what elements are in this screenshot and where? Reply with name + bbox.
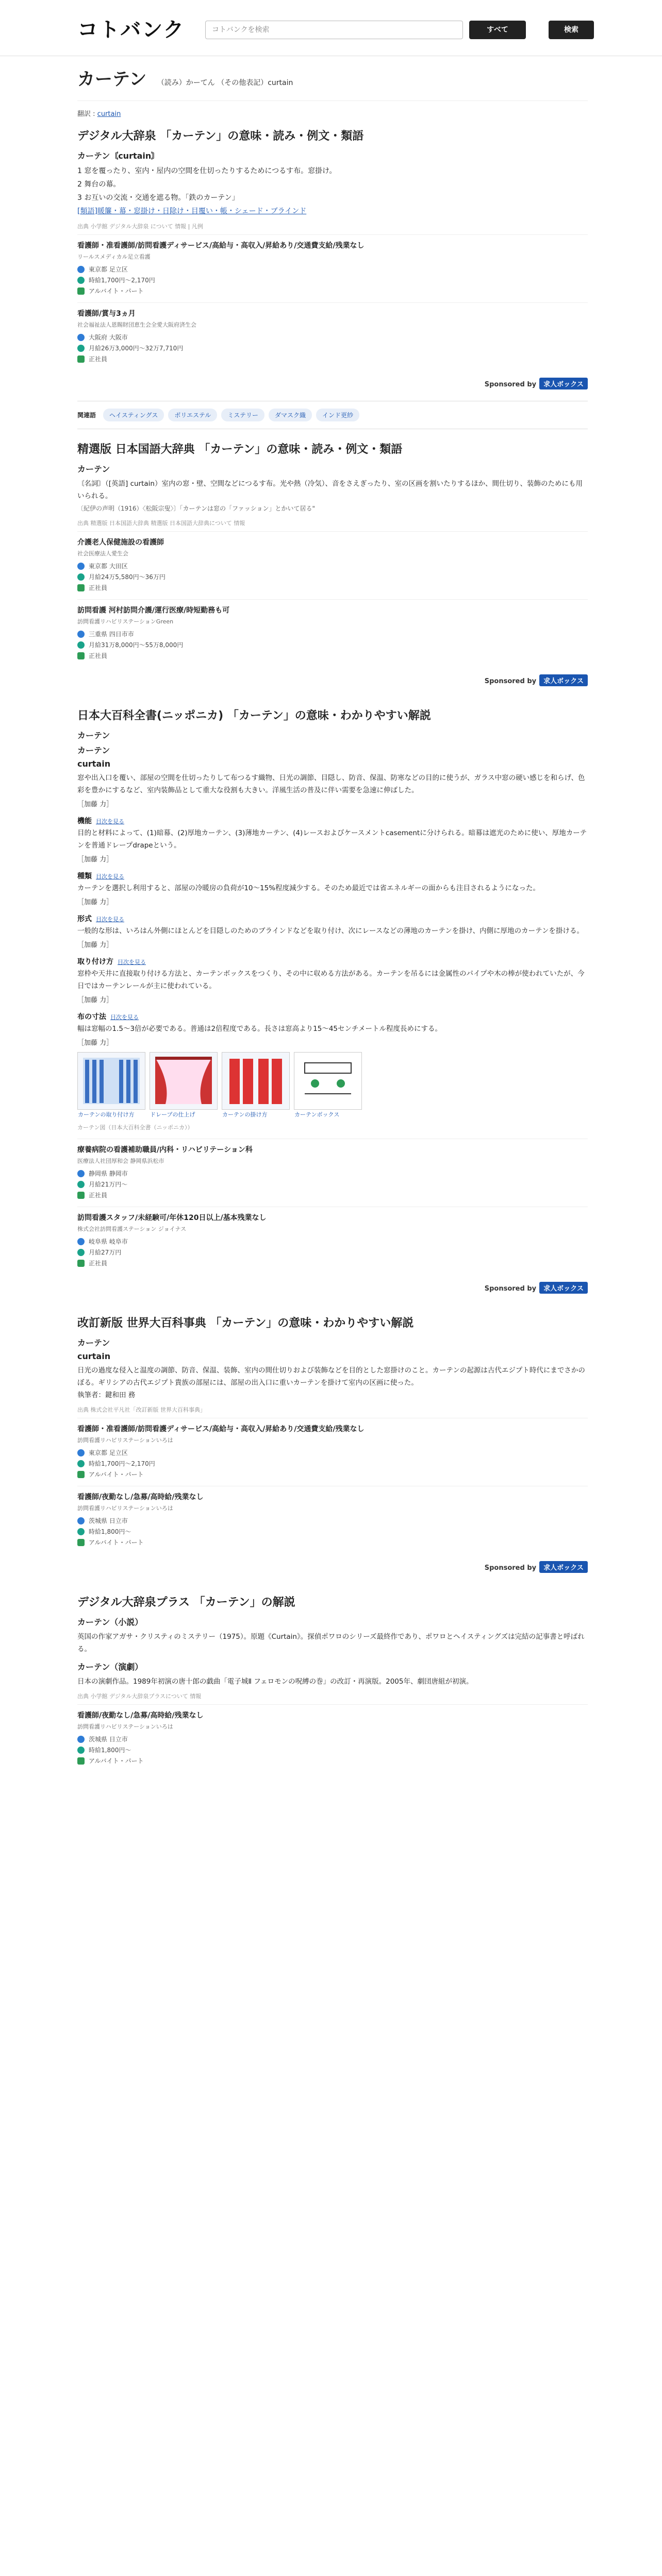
page-reading: （読み）かーてん （その他表記）curtain (157, 79, 293, 87)
job-pay: 時給1,800円〜 (89, 1528, 131, 1535)
subsection-heading (77, 956, 588, 967)
subsection-head: 種類 (77, 872, 92, 880)
related-tag[interactable]: インド更紗 (316, 409, 359, 421)
employment-icon (77, 584, 85, 591)
salary-icon (77, 1747, 85, 1754)
job-company: 訪問看護リハビリステーションいろは (77, 1437, 173, 1444)
entry-title: カーテン (77, 464, 110, 474)
job-pay: 月給24万5,580円〜36万円 (89, 573, 166, 581)
job-company: 社会福祉法人恩賜財団恵生会全愛大阪府済生会 (77, 321, 196, 328)
related-tags (77, 401, 588, 429)
sponsor-brand[interactable]: 求人ボックス (539, 378, 588, 389)
job-company: 訪問看護リハビリステーションGreen (77, 618, 174, 625)
translation-link[interactable]: curtain (97, 110, 121, 118)
toc-link[interactable]: 目次を見る (118, 959, 146, 965)
job-pay: 時給1,700円〜2,170円 (89, 1460, 155, 1467)
job-company: 医療法人社団厚和会 静岡県浜松市 (77, 1158, 164, 1164)
employment-icon (77, 1757, 85, 1765)
section-daijisen-plus-title: デジタル大辞泉プラス 「カーテン」の解説 (77, 1596, 295, 1609)
salary-icon (77, 345, 85, 352)
job-company: 株式会社訪問看護ステーション ジョイナス (77, 1226, 187, 1232)
salary-icon (77, 1460, 85, 1467)
job-title[interactable]: 訪問看護 河村訪問介護/運行医療/時短勤務も可 (77, 606, 230, 615)
figure-caption: カーテンの取り付け方 (78, 1111, 135, 1118)
location-icon (77, 631, 85, 638)
job-type: アルバイト・パート (89, 1757, 144, 1765)
job-pay: 時給1,700円〜2,170円 (89, 277, 155, 284)
job-title[interactable]: 看護師/夜勤なし/急募/高時給/残業なし (77, 1711, 204, 1720)
related-tag[interactable]: ポリエステル (168, 409, 217, 421)
job-type: アルバイト・パート (89, 1539, 144, 1546)
job-location: 茨城県 日立市 (89, 1736, 128, 1743)
figure-curtain-4[interactable] (294, 1052, 362, 1118)
job-location: 三重県 四日市市 (89, 631, 134, 638)
job-type: 正社員 (89, 652, 108, 659)
entry-subtitle: カーテン (77, 745, 110, 755)
body-text: 英国の作家アガサ・クリスティのミステリー（1975）。原題《Curtain》。探偵ポワロのシリーズ最終作であり、ポワロとヘイスティングズは完結の記事書と呼ばれる。 (77, 1633, 585, 1653)
source-meta: 出典 株式会社平凡社「改訂新版 世界大百科事典」 (77, 1406, 206, 1413)
salary-icon (77, 1528, 85, 1535)
job-type: 正社員 (89, 1192, 108, 1199)
sponsor-line (77, 1561, 588, 1573)
section-daijisen-title: デジタル大辞泉 「カーテン」の意味・読み・例文・類語 (77, 130, 364, 143)
salary-icon (77, 1249, 85, 1256)
section-heibonsha-title: 改訂新版 世界大百科事典 「カーテン」の意味・わかりやすい解説 (77, 1317, 414, 1330)
definition: 〘名詞〙（[英語] curtain）室内の窓・壁、空間などにつるす布。光や熱（冷気）、音をさえぎったり、室の区画を割いたりするほか、間仕切り、装飾のためにも用いられる。 (77, 480, 583, 500)
employment-icon (77, 1471, 85, 1478)
source-meta: 出典 小学館 デジタル大辞泉 について 情報 | 凡例 (77, 223, 203, 230)
job-type: アルバイト・パート (89, 287, 144, 295)
sponsor-brand[interactable]: 求人ボックス (539, 674, 588, 686)
salary-icon (77, 277, 85, 284)
employment-icon (77, 287, 85, 295)
employment-icon (77, 1260, 85, 1267)
toc-link[interactable]: 目次を見る (96, 873, 124, 880)
job-title[interactable]: 訪問看護スタッフ/未経験可/年休120日以上/基本残業なし (77, 1214, 267, 1222)
section-nipponica-title: 日本大百科全書(ニッポニカ) 「カーテン」の意味・わかりやすい解説 (77, 709, 431, 722)
job-company: 訪問看護リハビリステーションいろは (77, 1505, 173, 1512)
job-location: 茨城県 日立市 (89, 1517, 128, 1524)
body-text: 日光の過度な侵入と温度の調節、防音、保温、装飾、室内の間仕切りおよび装飾などを目的とした窓掛けのこと。カーテンの起源は古代エジプト時代にまでさかのぼる。ギリシアの古代エジプト貴族の部屋には、部屋の出入口に重いカーテンを掛けて室内の区画に使った。 (77, 1366, 585, 1387)
entry-title: カーテン〘curtain〙 (77, 151, 160, 161)
location-icon (77, 266, 85, 273)
author-credit: ［加藤 力］ (77, 941, 113, 949)
job-pay: 月給27万円 (89, 1249, 122, 1256)
job-pay: 月給26万3,000円〜32万7,710円 (89, 345, 184, 352)
author-credit: ［加藤 力］ (77, 996, 113, 1004)
location-icon (77, 1736, 85, 1743)
job-listing[interactable] (77, 1139, 588, 1207)
sponsor-brand[interactable]: 求人ボックス (539, 1282, 588, 1294)
related-tag[interactable]: ダマスク織 (269, 409, 312, 421)
subsection-heading (77, 871, 588, 881)
location-icon (77, 1170, 85, 1177)
entry-english: curtain (77, 759, 111, 769)
definition: 3 お互いの交流・交通を遮る物。「鉄のカーテン」 (77, 194, 239, 202)
job-company: 訪問看護リハビリステーションいろは (77, 1723, 173, 1730)
job-location: 東京都 足立区 (89, 1449, 128, 1456)
job-type: アルバイト・パート (89, 1471, 144, 1478)
translation-row: 翻訳 : curtain (77, 100, 588, 118)
job-type: 正社員 (89, 1260, 108, 1267)
job-company: 社会医療法人愛生会 (77, 550, 128, 557)
curtain-illustration (294, 1053, 361, 1109)
job-title[interactable]: 看護師/夜勤なし/急募/高時給/残業なし (77, 1493, 204, 1501)
job-title[interactable]: 看護師・准看護師/訪問看護ディサービス/高給与・高収入/昇給あり/交通費支給/残業なし (77, 242, 365, 250)
job-location: 東京都 大田区 (89, 563, 128, 570)
job-company: リールスメディカル足立看護 (77, 253, 151, 260)
subsection-text: 目的と材料によって、(1)暗幕、(2)厚地カーテン、(3)薄地カーテン、(4)レースおよびケースメントcasementに分けられる。暗幕は遮光のために使い、厚地カーテンを普通ドレープdrapeという。 (77, 829, 587, 850)
job-listing[interactable] (77, 1704, 588, 1772)
job-listing[interactable] (77, 302, 588, 370)
body-text: 日本の演劇作品。1989年初演の唐十郎の戯曲「電子城Ⅱ フェロモンの呪縛の巻」の改訂・再演版。2005年、劇団唐組が初演。 (77, 1677, 473, 1686)
sponsor-label: Sponsored by (484, 1285, 537, 1293)
sponsor-label: Sponsored by (484, 1564, 537, 1572)
main-content (77, 56, 588, 1772)
salary-icon (77, 641, 85, 649)
figure-curtain-2[interactable] (150, 1052, 218, 1118)
related-words[interactable]: [類語]暖簾・幕・窓掛け・日除け・目覆い・帳・シェード・ブラインド (77, 207, 307, 215)
search-button[interactable]: 検索 (549, 21, 594, 39)
subsection-head: 機能 (77, 817, 92, 825)
quote: 〔紀伊の声明（1916）〈松阪宗叟〉〕「カーテンは窓の「ファッション」とかいて居る" (77, 505, 315, 512)
subsection-heading (77, 913, 588, 924)
subsection-heading (77, 816, 588, 826)
sponsor-line (77, 378, 588, 389)
author-credit: 執筆者：鍵和田 務 (77, 1391, 136, 1399)
job-title[interactable]: 看護師/賞与3ヵ月 (77, 310, 136, 318)
toc-link[interactable]: 目次を見る (110, 1014, 139, 1021)
curtain-illustration (78, 1053, 145, 1109)
figure-curtain-1[interactable] (77, 1052, 145, 1118)
location-icon (77, 334, 85, 341)
toc-link[interactable]: 目次を見る (96, 916, 124, 923)
top-bar (0, 0, 662, 56)
translation-label: 翻訳 (77, 110, 91, 118)
employment-icon (77, 652, 85, 659)
subsection-head: 布の寸法 (77, 1013, 106, 1021)
figure-caption: ドレープの仕上げ (150, 1111, 195, 1118)
job-pay: 月給31万8,000円〜55万8,000円 (89, 641, 184, 649)
curtain-illustration (150, 1053, 217, 1109)
related-tag[interactable]: ミステリー (221, 409, 264, 421)
toc-link[interactable]: 目次を見る (96, 818, 124, 825)
salary-icon (77, 1181, 85, 1188)
page-title: カーテン (77, 69, 147, 90)
subsection-text: カーテンを選択し利用すると、部屋の冷暖房の負荷が10〜15%程度減少する。そのため最近では省エネルギーの面からも注目されるようになった。 (77, 884, 540, 892)
location-icon (77, 1449, 85, 1456)
figure-row (77, 1052, 588, 1118)
subsection-text: 幅は窓幅の1.5〜3倍が必要である。普通は2倍程度である。長さは窓高より15〜45センチメートル程度長めにする。 (77, 1025, 442, 1033)
author-credit: ［加藤 力］ (77, 801, 113, 808)
job-title[interactable]: 療養病院の看護補助職員/内科・リハビリテーション科 (77, 1146, 253, 1154)
definition: 2 舞台の幕。 (77, 180, 121, 189)
salary-icon (77, 573, 85, 581)
sponsor-line (77, 1282, 588, 1294)
author-credit: ［加藤 力］ (77, 1039, 113, 1047)
figure-source: カーテン図（日本大百科全書（ニッポニカ）） (77, 1124, 193, 1131)
definition: 1 窓を覆ったり、室内・屋内の空間を仕切ったりするためにつるす布。窓掛け。 (77, 167, 337, 175)
curtain-illustration (222, 1053, 289, 1109)
author-credit: ［加藤 力］ (77, 899, 113, 906)
job-location: 大阪府 大阪市 (89, 334, 128, 341)
subsection-head: 形式 (77, 915, 92, 923)
source-meta: 出典 精選版 日本国語大辞典 精選版 日本国語大辞典について 情報 (77, 520, 245, 527)
employment-icon (77, 1539, 85, 1546)
job-location: 岐阜県 岐阜市 (89, 1238, 128, 1245)
author-credit: ［加藤 力］ (77, 856, 113, 863)
subsection-text: 一般的な形は、いろはん外側にほとんどを目隠しのためのブラインドなどを取り付け、次にレースなどの薄地のカーテンを掛け、内側に厚地のカーテンを掛ける。 (77, 927, 584, 935)
figure-curtain-3[interactable] (222, 1052, 290, 1118)
entry-title: カーテン (77, 1338, 110, 1348)
location-icon (77, 1238, 85, 1245)
entry-english: curtain (77, 1351, 111, 1361)
job-title[interactable]: 介護老人保健施設の看護師 (77, 538, 164, 547)
subsection-heading (77, 1011, 588, 1022)
location-icon (77, 1517, 85, 1524)
job-type: 正社員 (89, 355, 108, 363)
site-logo[interactable]: コトバンク (77, 18, 185, 42)
sponsor-brand[interactable]: 求人ボックス (539, 1561, 588, 1573)
job-listing[interactable] (77, 531, 588, 599)
job-type: 正社員 (89, 584, 108, 591)
job-pay: 月給21万円〜 (89, 1181, 128, 1188)
search-input[interactable]: コトバンクを検索 (205, 21, 463, 39)
related-tag[interactable]: ヘイスティングス (103, 409, 164, 421)
job-listing[interactable] (77, 599, 588, 667)
figure-caption: カーテンの掛け方 (222, 1111, 268, 1118)
section-nikkoku-title: 精選版 日本国語大辞典 「カーテン」の意味・読み・例文・類語 (77, 443, 403, 456)
job-listing[interactable] (77, 1418, 588, 1486)
search-scope-select[interactable]: すべて (469, 21, 526, 39)
subsection-head: 取り付け方 (77, 958, 113, 966)
job-location: 東京都 足立区 (89, 266, 128, 273)
job-listing[interactable] (77, 1207, 588, 1275)
job-listing[interactable] (77, 234, 588, 302)
location-icon (77, 563, 85, 570)
entry-title: カーテン（小説） (77, 1617, 143, 1627)
sponsor-line (77, 674, 588, 686)
entry-title: カーテン (77, 731, 110, 740)
employment-icon (77, 355, 85, 363)
job-title[interactable]: 看護師・准看護師/訪問看護ディサービス/高給与・高収入/昇給あり/交通費支給/残業なし (77, 1425, 365, 1433)
subsection-text: 窓枠や天井に直接取り付ける方法と、カーテンボックスをつくり、その中に収める方法がある。カーテンを吊るには金属性のパイプや木の棒が使われていたが、今日ではカーテンレールが主に使われている。 (77, 970, 585, 990)
job-location: 静岡県 静岡市 (89, 1170, 128, 1177)
employment-icon (77, 1192, 85, 1199)
job-pay: 時給1,800円〜 (89, 1747, 131, 1754)
related-label: 関連語 (77, 412, 96, 419)
figure-caption: カーテンボックス (294, 1111, 340, 1118)
job-listing[interactable] (77, 1486, 588, 1554)
entry-title: カーテン（演劇） (77, 1662, 143, 1672)
sponsor-label: Sponsored by (484, 381, 537, 388)
sponsor-label: Sponsored by (484, 677, 537, 685)
source-meta: 出典 小学館 デジタル大辞泉プラスについて 情報 (77, 1693, 202, 1700)
intro-text: 窓や出入口を覆い、部屋の空間を仕切ったりして布つるす織物、日光の調節、目隠し、防音、保温、防寒などの目的に使うが、ガラス中窓の硬い感じを和らげ、色彩を豊かにするなど、室内装飾品として重大な役割も大きい。洋風生活の普及に伴い需要を急速に伸ばした。 (77, 774, 585, 794)
